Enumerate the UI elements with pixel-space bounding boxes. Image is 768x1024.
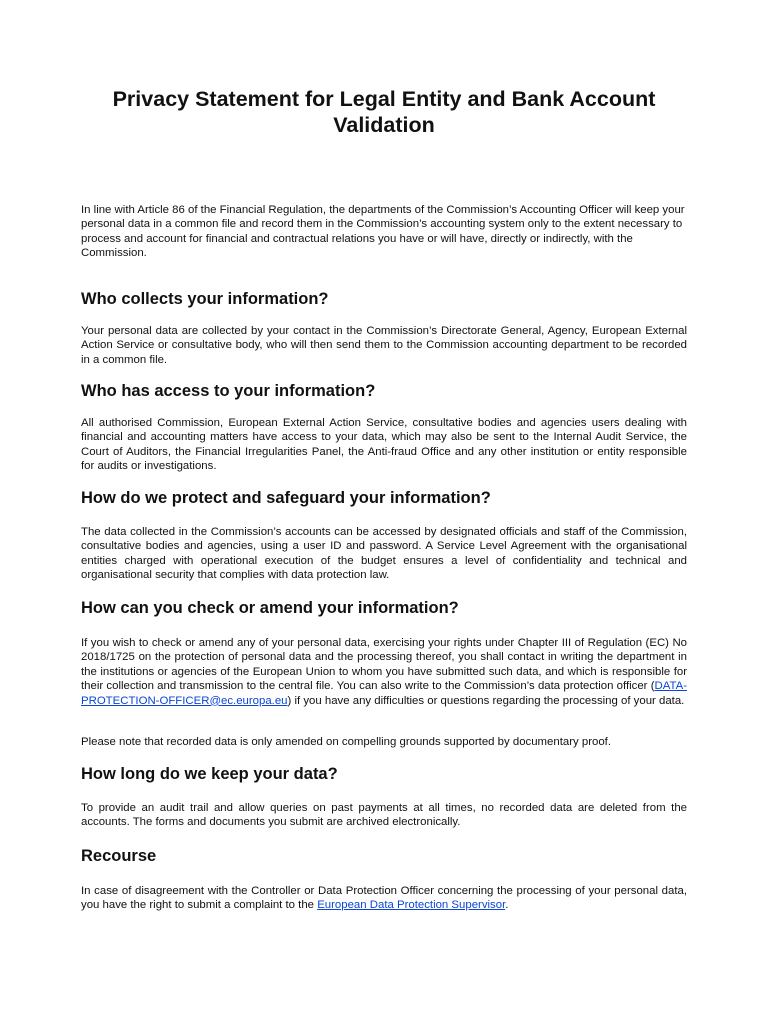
- dpo-email-link[interactable]: DATA-PROTECTION-OFFICER@ec.europa.eu: [81, 680, 687, 707]
- paragraph-recourse: [81, 884, 687, 913]
- check-amend-text-before: If you wish to check or amend any of your personal data, exercising your rights under Chapter III of Regulation (EC) No 2018/1725 on the protection of personal data and the processing thereof, you shall contact in writing the department in the institutions or agencies of the European Union to whom you have submitted such data, and which is responsible for their collection and transmission to the central file. You can also write to the Commission’s data protection officer (: [81, 637, 687, 693]
- heading-protect: How do we protect and safeguard your information?: [81, 489, 491, 507]
- heading-check-amend: How can you check or amend your information?: [81, 599, 459, 617]
- paragraph-who-collects: Your personal data are collected by your contact in the Commission’s Directorate General, Agency, European External Action Service or consultative body, who will then send them to the Commission accounting department to be recorded in a common file.: [81, 325, 687, 366]
- heading-who-collects: Who collects your information?: [81, 290, 329, 308]
- recourse-text-before: In case of disagreement with the Controller or Data Protection Officer concerning the processing of your personal data, you have the right to submit a complaint to the: [81, 885, 687, 912]
- paragraph-amend-note: Please note that recorded data is only amended on compelling grounds supported by documentary proof.: [81, 736, 611, 748]
- paragraph-keep-data: To provide an audit trail and allow queries on past payments at all times, no recorded data are deleted from the accounts. The forms and documents you submit are archived electronically.: [81, 802, 687, 829]
- paragraph-who-has-access: All authorised Commission, European External Action Service, consultative bodies and agencies users dealing with financial and accounting matters have access to your data, which may also be sent to the Internal Audit Service, the Court of Auditors, the Financial Irregularities Panel, the Anti-fraud Office and any other institution or entity responsible for audits or investigations.: [81, 417, 687, 473]
- heading-recourse: Recourse: [81, 847, 157, 865]
- paragraph-check-amend: [81, 636, 687, 708]
- recourse-text-after: .: [505, 899, 509, 912]
- paragraph-protect: The data collected in the Commission’s accounts can be accessed by designated officials and staff of the Commission, consultative bodies and agencies, using a user ID and password. A Service Level Agreement with the organisational entities charged with operational execution of the budget ensures a level of confidentiality and technical and organisational security that complies with data protection law.: [81, 526, 687, 582]
- edps-link[interactable]: European Data Protection Supervisor: [317, 899, 506, 912]
- intro-paragraph: In line with Article 86 of the Financial Regulation, the departments of the Commission’s Accounting Officer will keep your personal data in a common file and record them in the Commission’s accounting system only to the extent necessary to process and account for financial and contractual relations you have or will have, directly or indirectly, with the Commission.: [81, 204, 685, 260]
- heading-keep-data: How long do we keep your data?: [81, 765, 338, 783]
- heading-who-has-access: Who has access to your information?: [81, 382, 376, 400]
- check-amend-text-after: ) if you have any difficulties or questions regarding the processing of your data.: [287, 694, 685, 707]
- page-title: Privacy Statement for Legal Entity and Bank Account Validation: [112, 87, 656, 137]
